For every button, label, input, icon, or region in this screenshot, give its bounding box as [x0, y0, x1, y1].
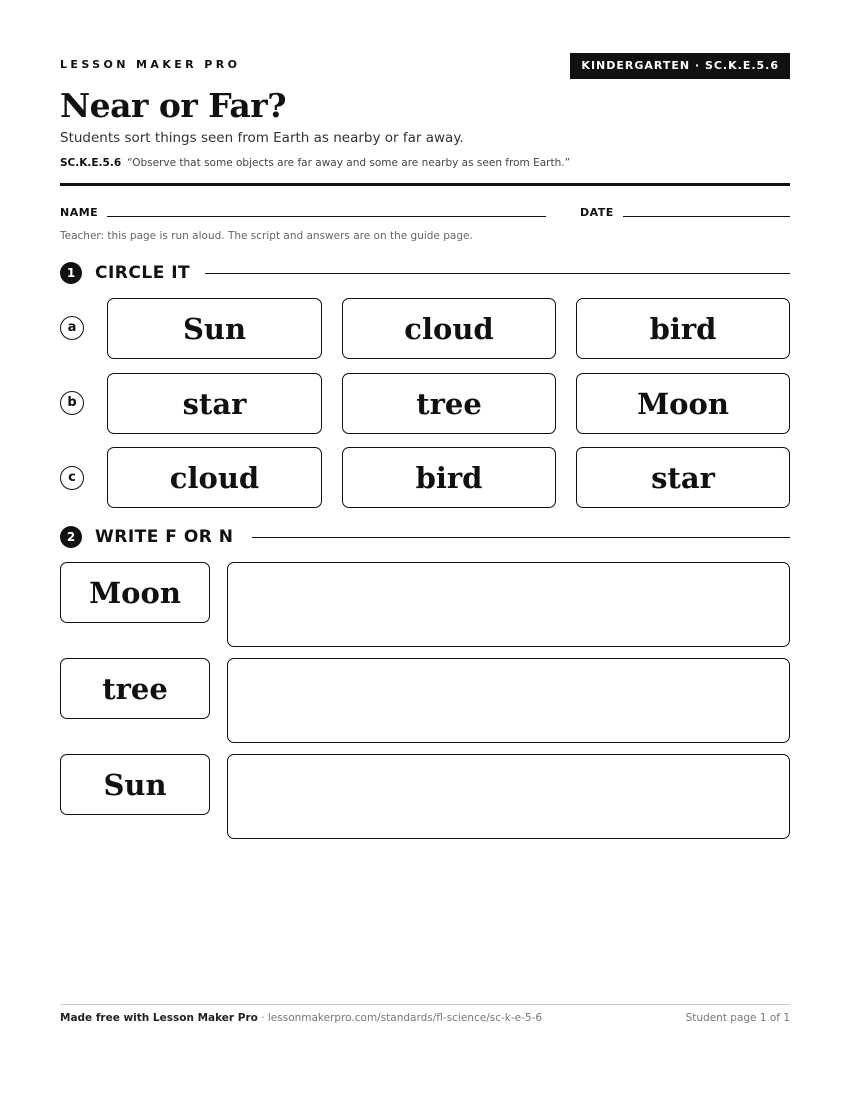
word-choice-bird[interactable]: bird [342, 447, 556, 508]
footer-made-with: Made free with Lesson Maker Pro [60, 1012, 258, 1024]
date-label: DATE [580, 206, 614, 219]
standard-code: SC.K.E.5.6 [60, 157, 122, 169]
name-field[interactable] [107, 216, 546, 217]
section-rule [205, 273, 790, 274]
prompt-word-sun: Sun [60, 754, 210, 815]
grade-standard-badge: KINDERGARTEN · SC.K.E.5.6 [570, 53, 790, 79]
page-subtitle: Students sort things seen from Earth as nearby or far away. [60, 130, 464, 146]
footer-page-number: Student page 1 of 1 [685, 1012, 790, 1024]
word-choice-sun[interactable]: Sun [107, 298, 322, 359]
word-choice-cloud[interactable]: cloud [107, 447, 322, 508]
teacher-note: Teacher: this page is run aloud. The script and answers are on the guide page. [60, 230, 473, 242]
row-letter-a: a [60, 316, 84, 340]
row-letter-c: c [60, 466, 84, 490]
name-label: NAME [60, 206, 99, 219]
section-title: CIRCLE IT [95, 263, 191, 283]
section-number: 2 [60, 526, 82, 548]
word-choice-cloud[interactable]: cloud [342, 298, 556, 359]
prompt-word-moon: Moon [60, 562, 210, 623]
page-title: Near or Far? [60, 86, 287, 125]
section-rule [252, 537, 790, 538]
answer-box[interactable] [227, 658, 790, 743]
answer-box[interactable] [227, 754, 790, 839]
standard-statement [60, 157, 570, 169]
word-choice-moon[interactable]: Moon [576, 373, 790, 434]
section-circle-it-header [60, 261, 790, 285]
footer-divider [60, 1004, 790, 1005]
section-number: 1 [60, 262, 82, 284]
word-choice-tree[interactable]: tree [342, 373, 556, 434]
row-letter-b: b [60, 391, 84, 415]
brand-name: LESSON MAKER PRO [60, 58, 241, 71]
word-choice-star[interactable]: star [107, 373, 322, 434]
worksheet-page [60, 0, 790, 1100]
footer-url[interactable]: · lessonmakerpro.com/standards/fl-science/sc-k-e-5-6 [257, 1012, 543, 1024]
date-field[interactable] [623, 216, 790, 217]
section-title: WRITE F OR N [95, 527, 234, 547]
header-divider [60, 183, 790, 186]
prompt-word-tree: tree [60, 658, 210, 719]
answer-box[interactable] [227, 562, 790, 647]
section-write-f-or-n-header [60, 525, 790, 549]
standard-text: “Observe that some objects are far away and some are nearby as seen from Earth.” [127, 157, 571, 169]
word-choice-star[interactable]: star [576, 447, 790, 508]
footer-credit [60, 1012, 542, 1024]
word-choice-bird[interactable]: bird [576, 298, 790, 359]
